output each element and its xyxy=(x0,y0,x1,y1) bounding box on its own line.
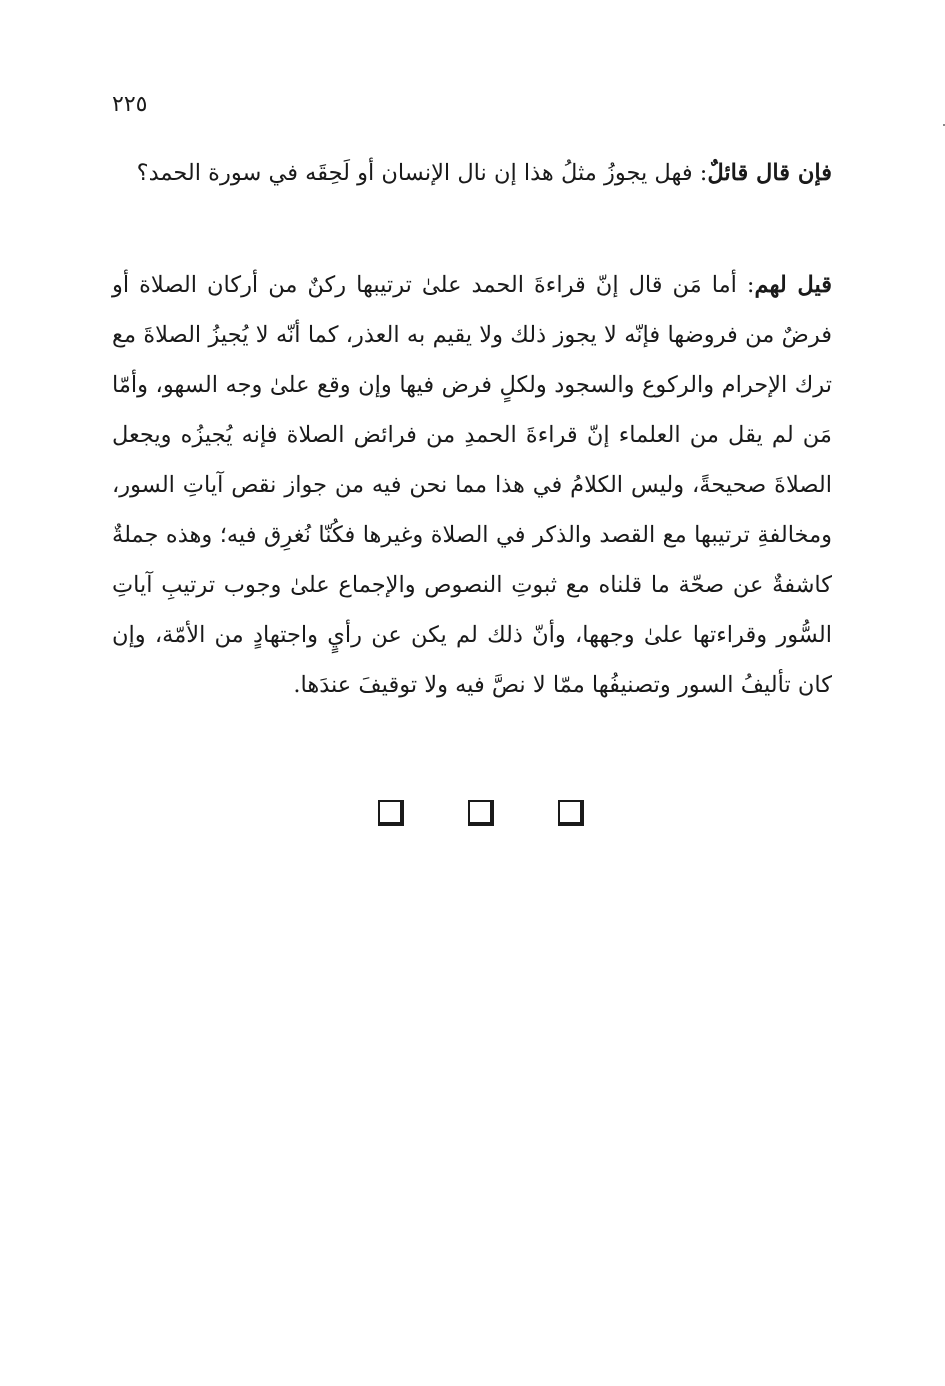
square-ornament-icon xyxy=(558,800,584,826)
paragraph-2-text: : أما مَن قال إنّ قراءةَ الحمد علىٰ ترتيبها ركنٌ من أركان الصلاة أو فرضٌ من فروضها فإنّه لا يجوز ذلك ولا يقيم به العذر، كما أنّه لا يُجيزُ الصلاةَ مع ترك الإحرام والركوع والسجود ولكلٍ فرض فيها وإن وقع علىٰ وجه السهو، وأمّا مَن لم يقل من العلماء إنّ قراءةَ الحمدِ من فرائض الصلاة فإنه يُجيزُه ويجعل الصلاةَ صحيحةً، وليس الكلامُ في هذا مما نحن فيه من جواز نقص آياتِ السور، ومخالفةِ ترتيبها مع القصد والذكر في الصلاة وغيرها فكُنّا نُغرِق فيه؛ وهذه جملةٌ كاشفةٌ عن صحّة ما قلناه مع ثبوتِ النصوص والإجماع علىٰ وجوب ترتيبِ آياتِ السُّور وقراءتها علىٰ وجهها، وأنّ ذلك لم يكن عن رأيٍ واجتهادٍ من الأمّة، وإن كان تأليفُ السور وتصنيفُها ممّا لا نصَّ فيه ولا توقيفَ عندَها. xyxy=(112,272,832,698)
section-end-ornaments xyxy=(378,800,584,832)
paragraph-1-text: : فهل يجوزُ مثلُ هذا إن نال الإنسان أو لَحِقَه في سورة الحمد؟ xyxy=(136,160,708,186)
square-ornament-icon xyxy=(468,800,494,826)
page-number: ٢٢٥ xyxy=(112,92,148,117)
paragraph-2-lead: قيل لهم xyxy=(754,272,832,298)
paragraph-2 xyxy=(112,260,832,710)
square-ornament-icon xyxy=(378,800,404,826)
paragraph-1 xyxy=(112,148,832,198)
paragraph-1-lead: فإن قال قائلٌ xyxy=(707,160,832,186)
